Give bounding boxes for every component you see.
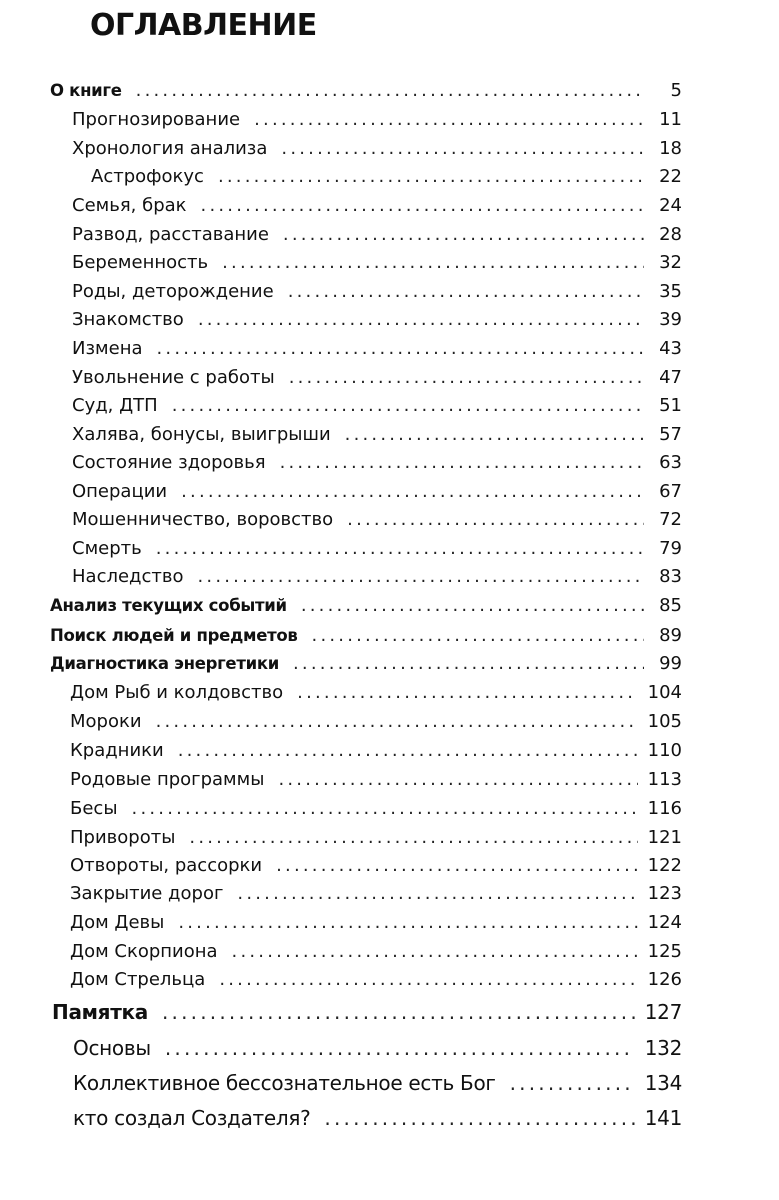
toc-entry[interactable] bbox=[72, 336, 682, 362]
toc-page-number: 39 bbox=[659, 309, 682, 330]
toc-page-number: 126 bbox=[647, 969, 682, 990]
dot-leader bbox=[347, 507, 644, 533]
toc-entry-label: Дом Девы bbox=[70, 912, 165, 933]
toc-entry-label: Операции bbox=[72, 481, 168, 502]
dot-leader bbox=[201, 193, 644, 219]
toc-entry[interactable] bbox=[70, 825, 682, 851]
toc-entry-label: Измена bbox=[72, 338, 143, 359]
dot-leader bbox=[510, 1068, 635, 1098]
dot-leader bbox=[276, 853, 638, 879]
toc-page-number: 116 bbox=[647, 798, 682, 819]
toc-page-number: 18 bbox=[659, 138, 682, 159]
toc-entry[interactable] bbox=[70, 939, 682, 965]
toc-entry-label: Основы bbox=[73, 1036, 151, 1060]
dot-leader bbox=[289, 365, 644, 391]
toc-page-number: 35 bbox=[659, 281, 682, 302]
dot-leader bbox=[232, 939, 638, 965]
dot-leader bbox=[198, 307, 644, 333]
dot-leader bbox=[345, 422, 644, 448]
toc-entry[interactable] bbox=[72, 307, 682, 333]
dot-leader bbox=[237, 881, 637, 907]
toc-entry-label: Прогнозирование bbox=[72, 109, 241, 130]
dot-leader bbox=[281, 136, 644, 162]
toc-page-number: 121 bbox=[647, 827, 682, 848]
dot-leader bbox=[156, 536, 644, 562]
toc-entry[interactable] bbox=[73, 1068, 682, 1098]
dot-leader bbox=[156, 709, 638, 735]
toc-entry-label: О книге bbox=[50, 81, 122, 100]
toc-entry[interactable] bbox=[70, 709, 682, 735]
dot-leader bbox=[172, 393, 644, 419]
dot-leader bbox=[178, 910, 637, 936]
toc-entry[interactable] bbox=[72, 365, 682, 391]
toc-entry-label: Анализ текущих событий bbox=[50, 596, 287, 615]
dot-leader bbox=[254, 107, 644, 133]
toc-entry[interactable] bbox=[50, 78, 682, 104]
toc-entry-label: Мошенничество, воровство bbox=[72, 509, 334, 530]
toc-entry[interactable] bbox=[72, 536, 682, 562]
toc-page-number: 85 bbox=[659, 595, 682, 616]
toc-page-number: 43 bbox=[659, 338, 682, 359]
toc-entry[interactable] bbox=[50, 623, 682, 649]
toc-entry-label: Семья, брак bbox=[72, 195, 187, 216]
toc-entry-label: Дом Рыб и колдовство bbox=[70, 682, 284, 703]
toc-entry-label: Хронология анализа bbox=[72, 138, 268, 159]
toc-page-number: 67 bbox=[659, 481, 682, 502]
toc-entry[interactable] bbox=[70, 881, 682, 907]
toc-entry-label: Беременность bbox=[72, 252, 209, 273]
toc-entry[interactable] bbox=[72, 107, 682, 133]
toc-entry[interactable] bbox=[72, 279, 682, 305]
dot-leader bbox=[301, 593, 644, 619]
toc-entry[interactable] bbox=[70, 910, 682, 936]
toc-entry-label: Бесы bbox=[70, 798, 118, 819]
toc-entry-label: Мороки bbox=[70, 711, 142, 732]
dot-leader bbox=[278, 767, 637, 793]
toc-page-number: 51 bbox=[659, 395, 682, 416]
dot-leader bbox=[162, 997, 635, 1027]
toc-entry-label: Увольнение с работы bbox=[72, 367, 275, 388]
toc-entry-label: Смерть bbox=[72, 538, 142, 559]
toc-page-number: 28 bbox=[659, 224, 682, 245]
toc-entry[interactable] bbox=[72, 393, 682, 419]
toc-entry[interactable] bbox=[72, 422, 682, 448]
toc-entry-label: Крадники bbox=[70, 740, 164, 761]
toc-entry[interactable] bbox=[73, 1103, 682, 1133]
toc-page-number: 32 bbox=[659, 252, 682, 273]
dot-leader bbox=[280, 450, 644, 476]
dot-leader bbox=[219, 967, 637, 993]
toc-entry[interactable] bbox=[50, 593, 682, 619]
toc-page-number: 127 bbox=[644, 1000, 682, 1024]
page-title: ОГЛАВЛЕНИЕ bbox=[90, 8, 317, 43]
dot-leader bbox=[198, 564, 645, 590]
dot-leader bbox=[157, 336, 645, 362]
toc-entry[interactable] bbox=[73, 1033, 682, 1063]
toc-entry[interactable] bbox=[50, 651, 682, 677]
toc-page-number: 134 bbox=[644, 1071, 682, 1095]
toc-entry[interactable] bbox=[72, 250, 682, 276]
toc-page-number: 124 bbox=[647, 912, 682, 933]
toc-entry-label: Дом Стрельца bbox=[70, 969, 206, 990]
toc-entry[interactable] bbox=[70, 967, 682, 993]
toc-page-number: 24 bbox=[659, 195, 682, 216]
toc-entry-label: Памятка bbox=[52, 1000, 148, 1024]
toc-entry[interactable] bbox=[70, 853, 682, 879]
toc-entry[interactable] bbox=[70, 767, 682, 793]
toc-page-number: 123 bbox=[647, 883, 682, 904]
toc-page-number: 47 bbox=[659, 367, 682, 388]
toc-entry[interactable] bbox=[70, 738, 682, 764]
toc-page-number: 141 bbox=[644, 1106, 682, 1130]
toc-entry-label: Состояние здоровья bbox=[72, 452, 266, 473]
toc-entry-label: Астрофокус bbox=[91, 166, 204, 187]
toc-entry-label: Отвороты, рассорки bbox=[70, 855, 263, 876]
toc-entry[interactable] bbox=[72, 450, 682, 476]
dot-leader bbox=[288, 279, 644, 305]
dot-leader bbox=[189, 825, 637, 851]
dot-leader bbox=[297, 680, 637, 706]
toc-page-number: 79 bbox=[659, 538, 682, 559]
dot-leader bbox=[132, 796, 638, 822]
toc-entry[interactable] bbox=[52, 997, 682, 1027]
dot-leader bbox=[181, 479, 644, 505]
toc-page-number: 89 bbox=[659, 625, 682, 646]
toc-entry-label: Привороты bbox=[70, 827, 176, 848]
dot-leader bbox=[218, 164, 644, 190]
toc-page-number: 72 bbox=[659, 509, 682, 530]
toc-entry-label: Коллективное бессознательное есть Бог bbox=[73, 1071, 496, 1095]
dot-leader bbox=[283, 222, 644, 248]
toc-entry[interactable] bbox=[72, 222, 682, 248]
dot-leader bbox=[178, 738, 638, 764]
toc-entry-label: Родовые программы bbox=[70, 769, 265, 790]
toc-page-number: 113 bbox=[647, 769, 682, 790]
toc-entry-label: Закрытие дорог bbox=[70, 883, 224, 904]
toc-page-number: 104 bbox=[647, 682, 682, 703]
toc-entry-label: Диагностика энергетики bbox=[50, 654, 280, 673]
toc-entry[interactable] bbox=[72, 564, 682, 590]
toc-page-number: 57 bbox=[659, 424, 682, 445]
toc-entry-label: Халява, бонусы, выигрыши bbox=[72, 424, 331, 445]
toc-page-number: 83 bbox=[659, 566, 682, 587]
toc-entry[interactable] bbox=[72, 479, 682, 505]
dot-leader bbox=[165, 1033, 635, 1063]
toc-page-number: 110 bbox=[647, 740, 682, 761]
toc-entry-label: Суд, ДТП bbox=[72, 395, 158, 416]
toc-entry[interactable] bbox=[70, 680, 682, 706]
toc-entry-label: Роды, деторождение bbox=[72, 281, 274, 302]
toc-page-number: 122 bbox=[647, 855, 682, 876]
toc-entry-label: Поиск людей и предметов bbox=[50, 626, 298, 645]
toc-entry-label: кто создал Создателя? bbox=[73, 1106, 311, 1130]
toc-entry-label: Развод, расставание bbox=[72, 224, 269, 245]
toc-entry-label: Дом Скорпиона bbox=[70, 941, 218, 962]
dot-leader bbox=[293, 651, 644, 677]
toc-page-number: 105 bbox=[647, 711, 682, 732]
toc-page-number: 22 bbox=[659, 166, 682, 187]
toc-page-number: 132 bbox=[644, 1036, 682, 1060]
dot-leader bbox=[324, 1103, 634, 1133]
toc-entry-label: Наследство bbox=[72, 566, 184, 587]
toc-entry[interactable] bbox=[70, 796, 682, 822]
dot-leader bbox=[312, 623, 644, 649]
dot-leader bbox=[222, 250, 644, 276]
toc-page-number: 63 bbox=[659, 452, 682, 473]
toc-entry[interactable] bbox=[72, 507, 682, 533]
dot-leader bbox=[136, 78, 644, 104]
toc-page-number: 99 bbox=[659, 653, 682, 674]
toc-page-number: 5 bbox=[670, 80, 682, 101]
toc-entry[interactable] bbox=[72, 193, 682, 219]
toc-page-number: 125 bbox=[647, 941, 682, 962]
toc-entry[interactable] bbox=[72, 136, 682, 162]
toc-entry[interactable] bbox=[91, 164, 682, 190]
toc-page-number: 11 bbox=[659, 109, 682, 130]
toc-entry-label: Знакомство bbox=[72, 309, 184, 330]
